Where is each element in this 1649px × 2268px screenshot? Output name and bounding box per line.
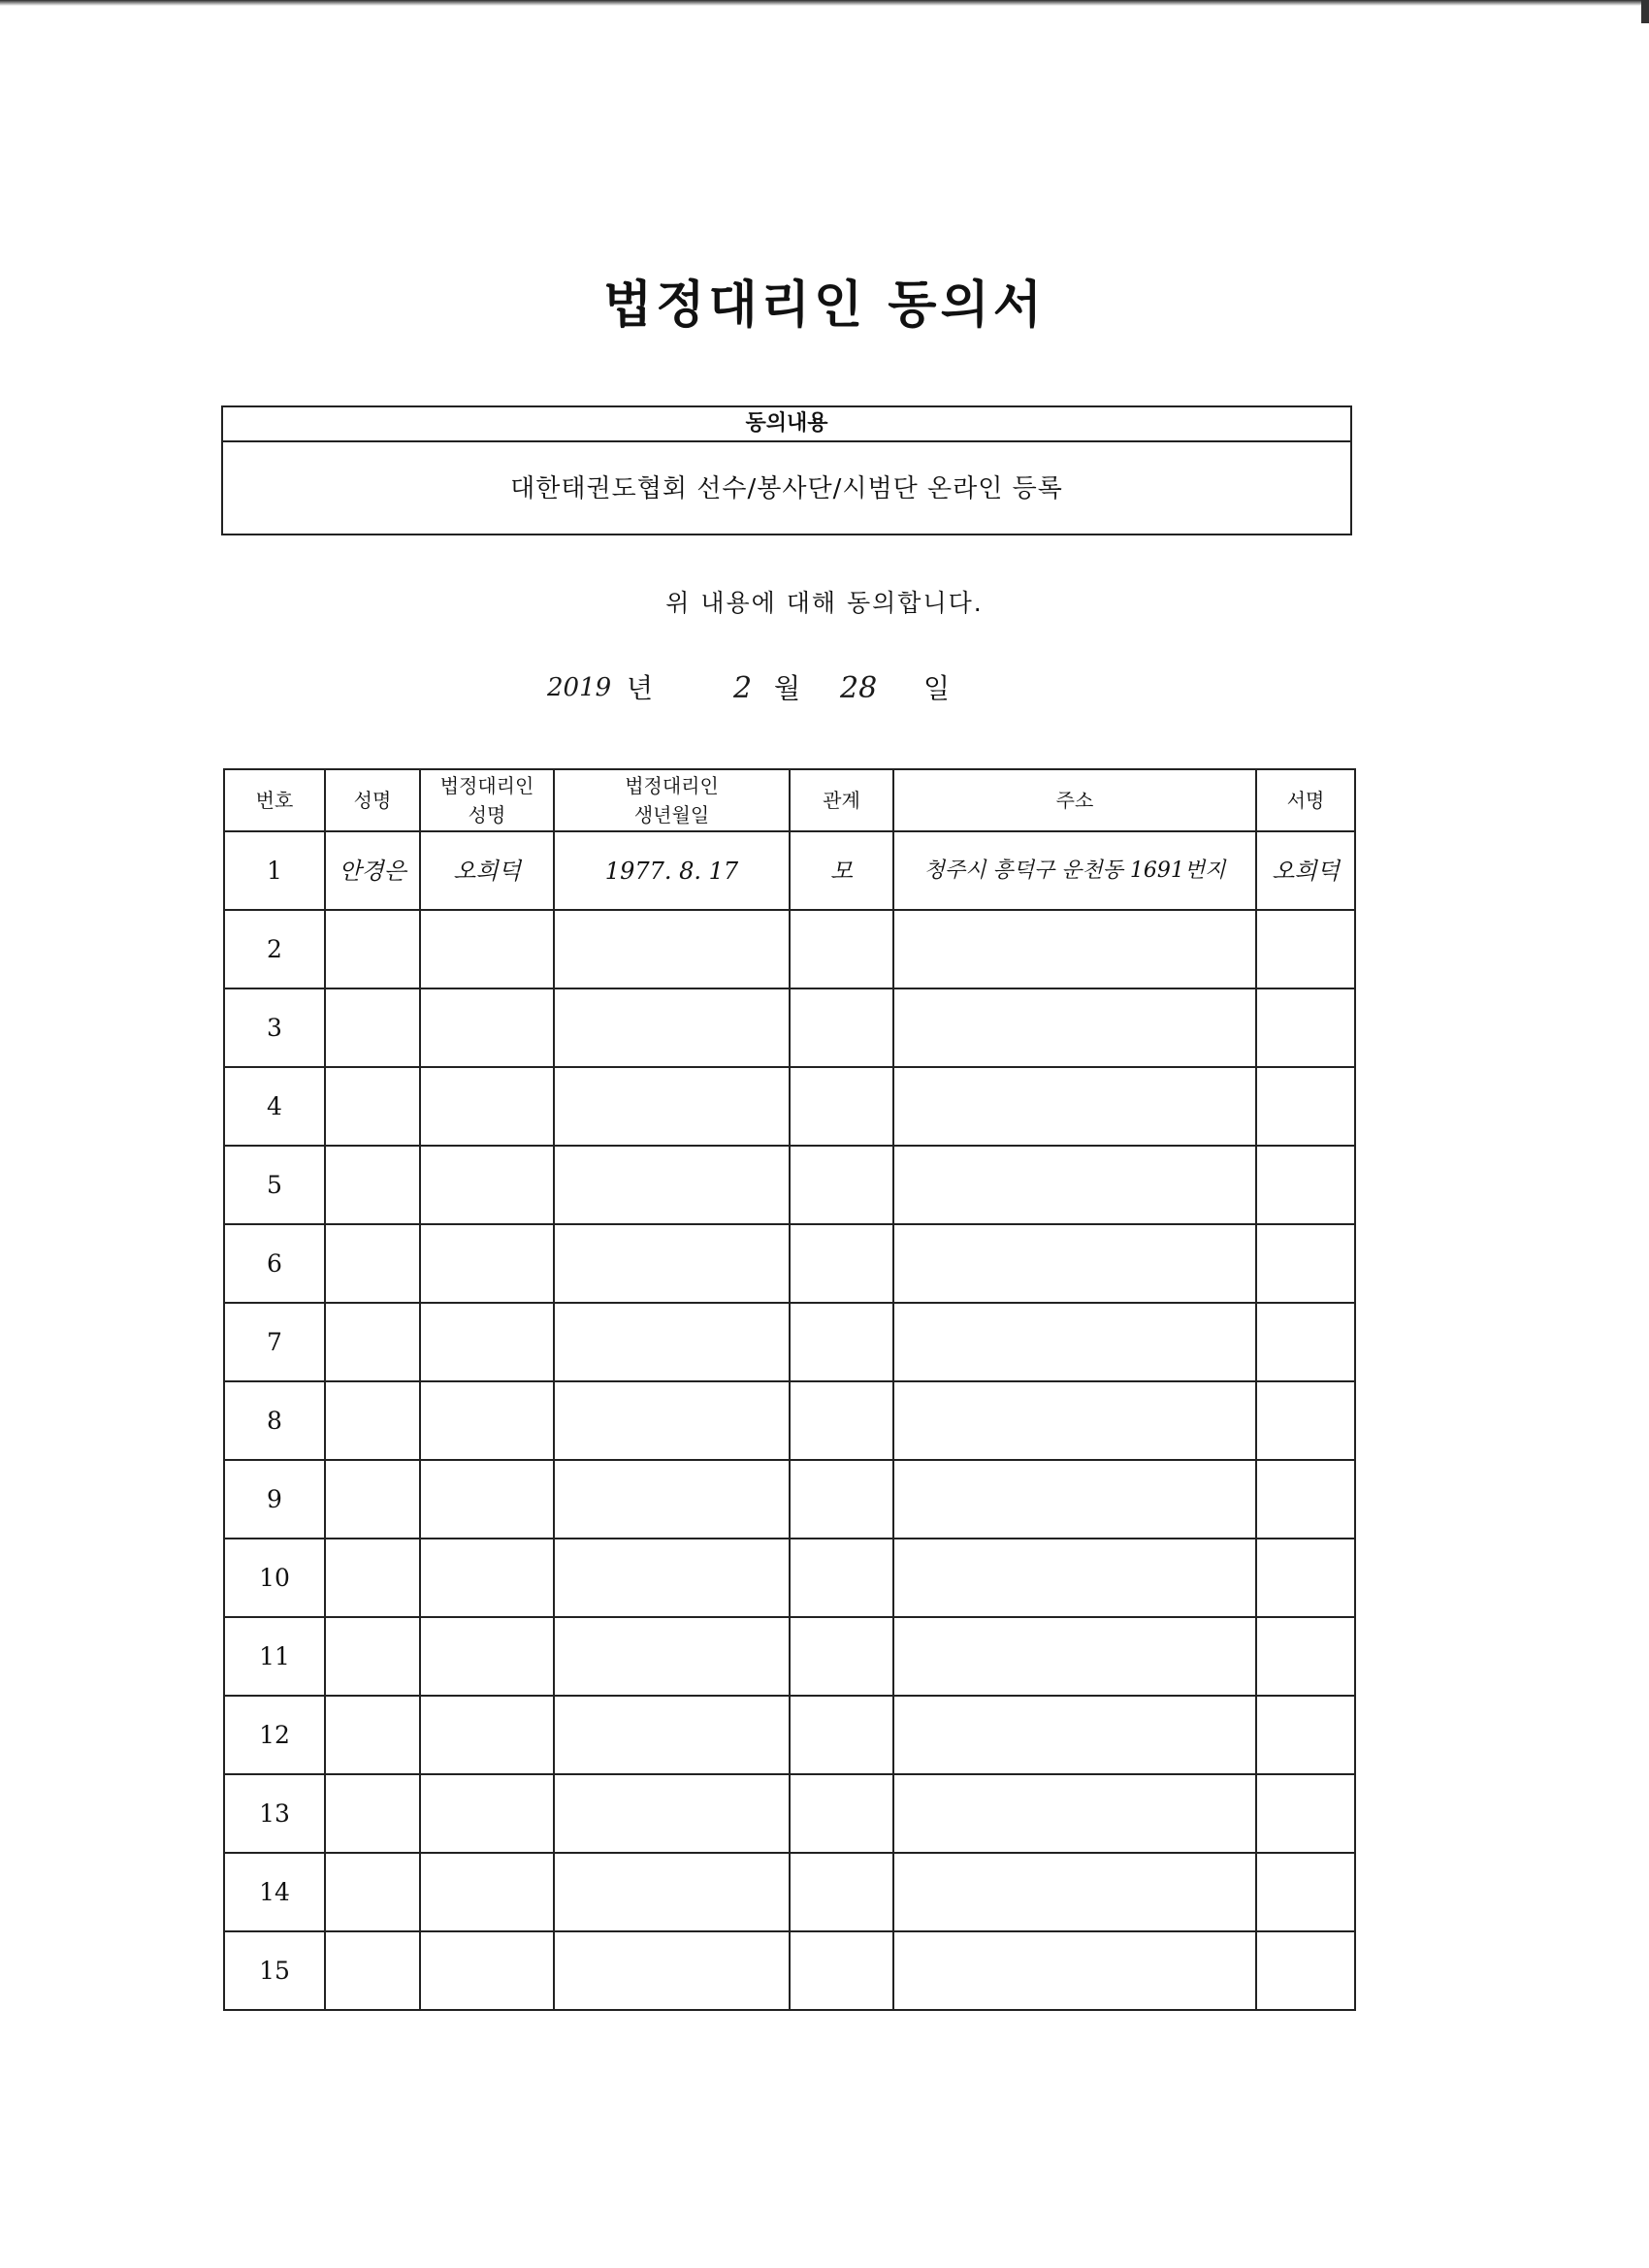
- cell-address: [893, 1460, 1256, 1539]
- cell-guardian-name: [420, 1696, 554, 1774]
- cell-number: 7: [224, 1303, 325, 1381]
- cell-guardian-birth: [554, 1539, 790, 1617]
- table-row: [224, 1303, 1355, 1381]
- column-header-name: 성명: [325, 769, 420, 831]
- cell-guardian-name: [420, 910, 554, 988]
- cell-guardian-name: [420, 1617, 554, 1696]
- table-row: [224, 1853, 1355, 1931]
- table-row: [224, 910, 1355, 988]
- cell-guardian-name: [420, 1381, 554, 1460]
- table-row: [224, 1460, 1355, 1539]
- cell-guardian-birth: [554, 1853, 790, 1931]
- cell-guardian-name: [420, 1067, 554, 1146]
- cell-signature: [1256, 1303, 1355, 1381]
- cell-guardian-birth: [554, 1303, 790, 1381]
- cell-guardian-birth: [554, 1931, 790, 2010]
- cell-guardian-name: [420, 1931, 554, 2010]
- cell-relation: [790, 910, 893, 988]
- cell-number: 10: [224, 1539, 325, 1617]
- cell-guardian-name: 오희덕: [420, 831, 554, 910]
- cell-guardian-birth: [554, 1696, 790, 1774]
- cell-number: 8: [224, 1381, 325, 1460]
- cell-relation: [790, 1931, 893, 2010]
- column-header-guardian-birth: 법정대리인 생년월일: [554, 769, 790, 831]
- cell-number: 1: [224, 831, 325, 910]
- cell-name: [325, 1853, 420, 1931]
- cell-relation: [790, 1146, 893, 1224]
- cell-guardian-birth: [554, 1224, 790, 1303]
- cell-name: [325, 1146, 420, 1224]
- date-day-value: 28: [840, 671, 878, 705]
- table-row: [224, 1224, 1355, 1303]
- table-row: [224, 1067, 1355, 1146]
- cell-guardian-birth: [554, 1617, 790, 1696]
- cell-number: 12: [224, 1696, 325, 1774]
- cell-signature: [1256, 1381, 1355, 1460]
- guardian-registry-table: [223, 768, 1356, 2011]
- cell-relation: [790, 1853, 893, 1931]
- table-header-row: [224, 769, 1355, 831]
- cell-guardian-name: [420, 1774, 554, 1853]
- cell-signature: [1256, 910, 1355, 988]
- cell-signature: [1256, 1460, 1355, 1539]
- cell-name: [325, 1617, 420, 1696]
- cell-name: [325, 1774, 420, 1853]
- cell-address: [893, 1539, 1256, 1617]
- cell-address: [893, 1381, 1256, 1460]
- cell-relation: [790, 1617, 893, 1696]
- table-row: [224, 1146, 1355, 1224]
- cell-number: 15: [224, 1931, 325, 2010]
- cell-name: 안경은: [325, 831, 420, 910]
- column-header-guardian-name: 법정대리인 성명: [420, 769, 554, 831]
- table-row: [224, 831, 1355, 910]
- date-year-unit: 년: [627, 672, 654, 704]
- date-line: [543, 667, 989, 716]
- column-header-number: 번호: [224, 769, 325, 831]
- cell-relation: [790, 1303, 893, 1381]
- cell-relation: [790, 1381, 893, 1460]
- cell-signature: 오희덕: [1256, 831, 1355, 910]
- cell-number: 2: [224, 910, 325, 988]
- cell-number: 3: [224, 988, 325, 1067]
- consent-content: 대한태권도협회 선수/봉사단/시범단 온라인 등록: [510, 474, 1063, 503]
- cell-guardian-name: [420, 1303, 554, 1381]
- cell-number: 9: [224, 1460, 325, 1539]
- cell-address: [893, 910, 1256, 988]
- cell-guardian-birth: [554, 988, 790, 1067]
- cell-guardian-name: [420, 1224, 554, 1303]
- agree-statement: 위 내용에 대해 동의합니다.: [665, 589, 984, 617]
- table-row: [224, 1696, 1355, 1774]
- cell-address: [893, 1853, 1256, 1931]
- table-row: [224, 1931, 1355, 2010]
- cell-name: [325, 1224, 420, 1303]
- cell-relation: [790, 1696, 893, 1774]
- cell-guardian-birth: [554, 1067, 790, 1146]
- cell-guardian-birth: [554, 1146, 790, 1224]
- cell-signature: [1256, 1617, 1355, 1696]
- cell-name: [325, 1381, 420, 1460]
- cell-address: [893, 1774, 1256, 1853]
- cell-guardian-birth: 1977. 8. 17: [554, 831, 790, 910]
- cell-name: [325, 988, 420, 1067]
- cell-number: 5: [224, 1146, 325, 1224]
- table-row: [224, 988, 1355, 1067]
- cell-relation: [790, 1067, 893, 1146]
- cell-relation: [790, 1539, 893, 1617]
- cell-number: 4: [224, 1067, 325, 1146]
- cell-signature: [1256, 1539, 1355, 1617]
- column-header-signature: 서명: [1256, 769, 1355, 831]
- cell-address: [893, 1303, 1256, 1381]
- column-header-relation: 관계: [790, 769, 893, 831]
- cell-number: 11: [224, 1617, 325, 1696]
- cell-guardian-name: [420, 1539, 554, 1617]
- cell-guardian-name: [420, 1460, 554, 1539]
- scan-edge-top: [0, 0, 1649, 6]
- cell-name: [325, 1460, 420, 1539]
- cell-address: [893, 1146, 1256, 1224]
- cell-relation: [790, 1774, 893, 1853]
- column-header-address: 주소: [893, 769, 1256, 831]
- cell-signature: [1256, 1146, 1355, 1224]
- cell-number: 6: [224, 1224, 325, 1303]
- cell-guardian-name: [420, 1146, 554, 1224]
- cell-name: [325, 1931, 420, 2010]
- date-day-unit: 일: [923, 672, 951, 704]
- cell-address: [893, 1617, 1256, 1696]
- cell-relation: [790, 1460, 893, 1539]
- cell-guardian-name: [420, 1853, 554, 1931]
- cell-guardian-birth: [554, 1381, 790, 1460]
- cell-name: [325, 1539, 420, 1617]
- cell-address: [893, 1067, 1256, 1146]
- cell-guardian-name: [420, 988, 554, 1067]
- cell-signature: [1256, 1224, 1355, 1303]
- cell-relation: [790, 1224, 893, 1303]
- cell-address: [893, 988, 1256, 1067]
- cell-address: [893, 1931, 1256, 2010]
- table-row: [224, 1617, 1355, 1696]
- cell-guardian-birth: [554, 1774, 790, 1853]
- cell-signature: [1256, 1067, 1355, 1146]
- page-title: 법정대리인 동의서: [603, 276, 1046, 335]
- table-row: [224, 1381, 1355, 1460]
- cell-guardian-birth: [554, 1460, 790, 1539]
- cell-name: [325, 1067, 420, 1146]
- cell-number: 14: [224, 1853, 325, 1931]
- scan-edge-right: [1641, 0, 1649, 23]
- table-row: [224, 1539, 1355, 1617]
- cell-signature: [1256, 1853, 1355, 1931]
- cell-address: 청주시 흥덕구 운천동 1691번지: [893, 831, 1256, 910]
- cell-number: 13: [224, 1774, 325, 1853]
- table-body: [224, 831, 1355, 2010]
- cell-guardian-birth: [554, 910, 790, 988]
- cell-name: [325, 1696, 420, 1774]
- cell-signature: [1256, 1931, 1355, 2010]
- consent-content-box: [221, 405, 1352, 535]
- cell-name: [325, 1303, 420, 1381]
- date-month-unit: 월: [774, 672, 801, 704]
- cell-relation: [790, 988, 893, 1067]
- date-month-value: 2: [733, 671, 753, 705]
- table-row: [224, 1774, 1355, 1853]
- consent-header: 동의내용: [223, 407, 1350, 442]
- cell-signature: [1256, 1774, 1355, 1853]
- cell-signature: [1256, 988, 1355, 1067]
- date-year-value: 2019: [547, 673, 612, 702]
- cell-name: [325, 910, 420, 988]
- cell-signature: [1256, 1696, 1355, 1774]
- cell-relation: 모: [790, 831, 893, 910]
- cell-address: [893, 1696, 1256, 1774]
- cell-address: [893, 1224, 1256, 1303]
